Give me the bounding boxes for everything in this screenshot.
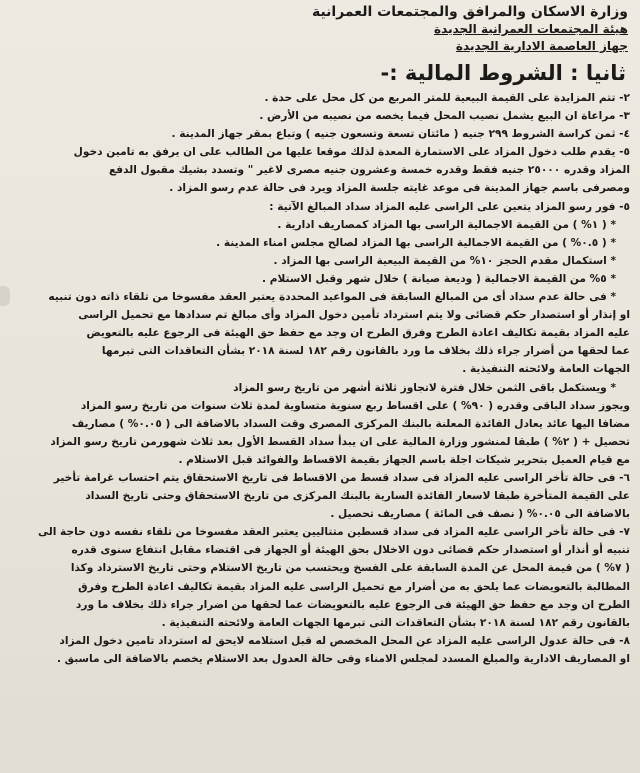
text-line: تحصيل + ( ٢% ) طبقا لمنشور وزارة المالية على ان يبدأ سداد القسط الأول بعد ثلاث شهورمن تاريخ رسو المزاد: [50, 435, 630, 448]
text-line: ٢- تتم المزايدة على القيمة البيعية للمتر المربع من كل محل على حدة .: [264, 92, 630, 104]
text-line: مع قيام العميل بتحرير شيكات اجلة باسم الجهاز بقيمة الاقساط والفوائد قبل الاستلام .: [178, 453, 630, 466]
text-line: ٥- يقدم طلب دخول المزاد على الاستمارة المعدة لذلك موقعا عليها من الطالب على ان يرفق به تامين دخول: [73, 146, 630, 159]
text-line: ويجوز سداد الباقى وقدره ( ٩٠% ) على اقساط ربع سنوية متساوية لمدة ثلاث سنوات من تاريخ رسو المزاد: [80, 399, 630, 412]
text-line: عليه المزاد بقيمة تكاليف اعادة الطرح وفرق الطرح ان وجد مع حفظ حق الهيئة فى الرجوع عليه بالتعويض: [86, 327, 630, 340]
text-line: ٨- فى حالة عدول الراسى عليه المزاد عن المحل المخصص له قبل استلامه لايحق له استرداد تامين دخول المزاد: [59, 634, 630, 647]
agency-name: جهاز العاصمة الادارية الجديدة: [455, 39, 628, 53]
text-line: * استكمال مقدم الحجز ١٠% من القيمة البيعية الراسى بها المزاد .: [273, 254, 616, 267]
financial-terms-body: [8, 89, 630, 668]
text-line: * ٥% من القيمة الاجمالية ( وديعة صيانة ) خلال شهر وقبل الاستلام .: [261, 272, 616, 285]
text-line: او المصاريف الادارية والمبلغ المسدد لمجلس الامناء وفى حالة العدول بعد الاستلام يخصم بالاضافة الى ماسبق .: [56, 652, 630, 665]
text-line: عما لحقها من أضرار جراء ذلك بخلاف ما ورد بالقانون رقم ١٨٢ لسنة ٢٠١٨ بشأن التعاقدات التى تبرمها: [101, 345, 630, 358]
text-line: تنبيه أو أنذار أو استصدار حكم قضائى دون الاخلال بحق الهيئة أو الجهاز فى اقتضاء مقابل انتفاع سنوى قدره: [71, 544, 630, 557]
text-line: ٧- فى حالة تأخر الراسى عليه المزاد فى سداد قسطين متتاليين يعتبر العقد مفسوخا من تلقاء نفسه دون حاجة الى: [38, 526, 630, 539]
text-line: ٣- مراعاة ان البيع يشمل نصيب المحل فيما يخصه من نصيبه من الأرض .: [259, 110, 630, 123]
text-line: * ويستكمل باقى الثمن خلال فترة لاتجاوز ثلاثة أشهر من تاريخ رسو المزاد: [233, 381, 616, 394]
authority-name: هيئة المجتمعات العمرانية الجديدة: [434, 22, 628, 36]
text-line: ٦- فى حالة تأخر الراسى عليه المزاد فى سداد قسط من الاقساط فى تاريخ الاستحقاق يتم احتساب غرامة تأخير: [53, 471, 630, 484]
text-line: ومصرفى باسم جهاز المدينة فى موعد غايته جلسة المزاد ويرد فى حالة عدم رسو المزاد .: [169, 182, 630, 195]
text-line: * فى حالة عدم سداد أى من المبالغ السابقة فى المواعيد المحددة يعتبر العقد مفسوخا من تلقاء ذاته دون تنبيه: [48, 291, 616, 304]
section-title: ثانيا : الشروط المالية :-: [380, 61, 626, 85]
text-line: مضافا اليها عائد يعادل الفائدة المعلنة بالبنك المركزى المصرى وقت السداد بالاضافة الى ( ٠.٠٥% ) مصاريف: [71, 417, 630, 430]
text-line: * ( ٠.٥% ) من القيمة الاجمالية الراسى بها المزاد لصالح مجلس امناء المدينة .: [216, 236, 616, 249]
text-line: الطرح ان وجد مع حفظ حق الهيئة فى الرجوع عليه بالتعويضات عما لحقها من اضرار جراء ذلك بخلاف ما ورد: [75, 598, 630, 611]
letterhead: [8, 4, 630, 55]
text-line: المزاد وقدره ٢٥٠٠٠ جنيه فقط وقدره خمسة وعشرون جنيه مصرى لاغير " وتسدد بشيك مقبول الدفع: [108, 164, 630, 177]
text-line: الجهات العامة ولائحته التنفيذية .: [462, 363, 630, 376]
text-line: ٤- ثمن كراسة الشروط ٢٩٩ جنيه ( مائتان تسعة وتسعون جنيه ) وتباع بمقر جهاز المدينة .: [171, 128, 630, 141]
text-line: بالقانون رقم ١٨٢ لسنة ٢٠١٨ بشأن التعاقدات التى تبرمها الجهات العامة ولائحته التنفيذية .: [161, 616, 630, 629]
text-line: على القيمة المتأخرة طبقا لاسعار الفائدة السارية بالبنك المركزى من تاريخ الاستحقاق وحتى تاريخ السداد: [85, 490, 630, 503]
text-line: المطالبة بالتعويضات عما يلحق به من أضرار مع تحميل الراسى عليه المزاد بقيمة تكاليف اعادة الطرح وفرق: [78, 580, 630, 593]
text-line: او إنذار أو استصدار حكم قضائى ولا يتم استرداد تأمين دخول المزاد وأى مبالغ تم سدادها مع تحميل الراسى: [78, 309, 630, 322]
text-line: * ( ١% ) من القيمة الاجمالية الراسى بها المزاد كمصاريف ادارية .: [277, 218, 616, 231]
text-line: ( ٧% ) من قيمة المحل عن المدة السابقة على الفسخ ويحتسب من تاريخ الاستلام وحتى تاريخ الاسترداد وكذا: [70, 562, 630, 575]
text-line: بالاضافة الى ٠.٠٥% ( نصف فى المائة ) مصاريف تحصيل .: [330, 508, 630, 521]
text-line: ٥- فور رسو المزاد يتعين على الراسى عليه المزاد سداد المبالغ الآتية :: [269, 200, 630, 213]
ministry-name: وزارة الاسكان والمرافق والمجتمعات العمرانية: [311, 4, 628, 20]
page-edge-tab: [0, 286, 10, 306]
